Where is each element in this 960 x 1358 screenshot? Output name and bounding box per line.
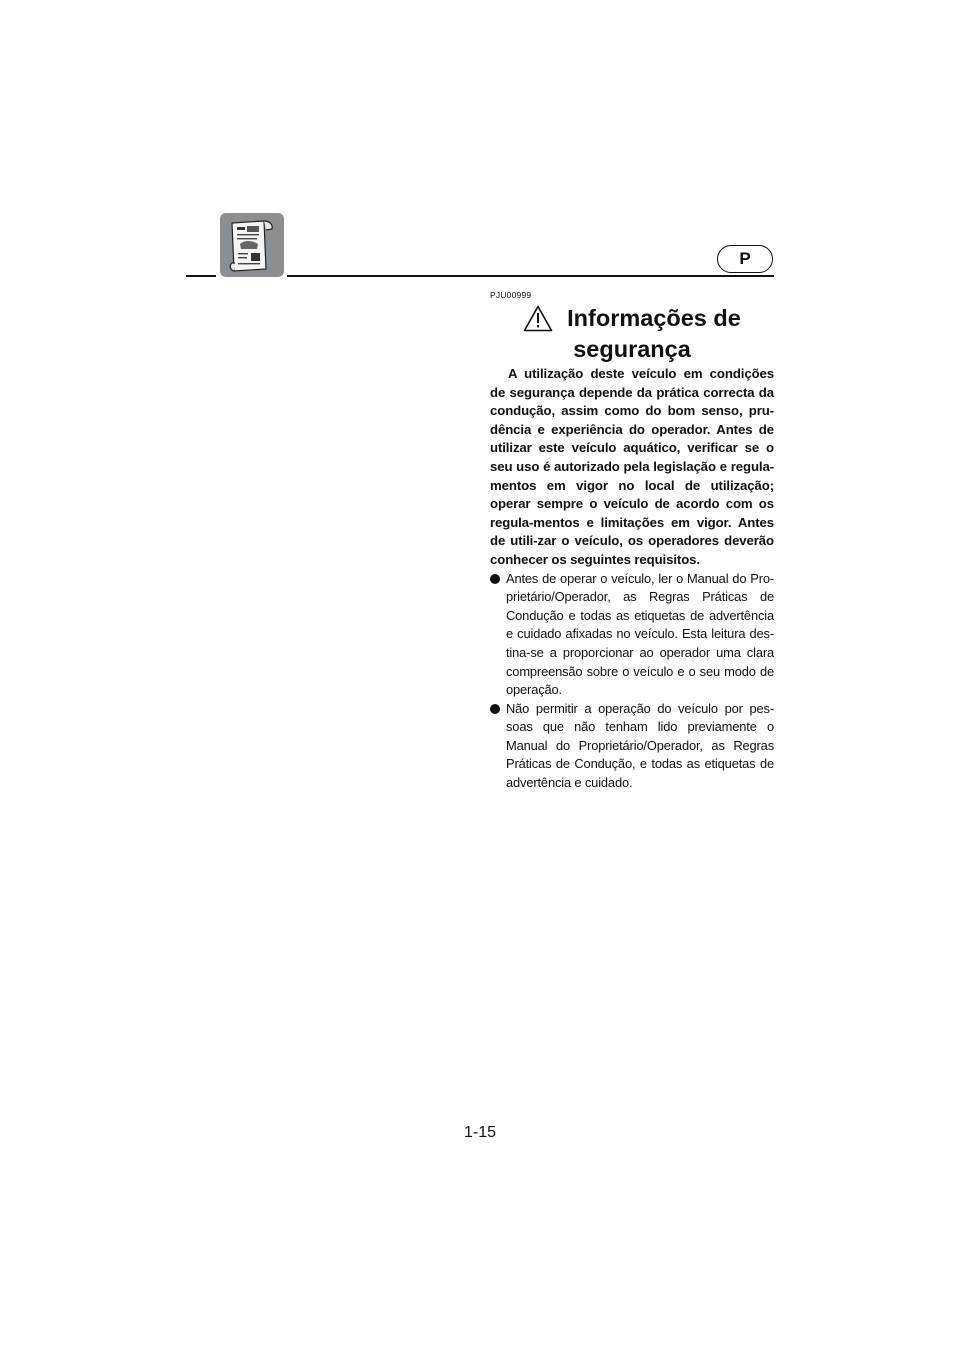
intro-paragraph: A utilização deste veículo em condições de segurança depende da prática correcta da condução, assim como do bom senso, pru-dência e experiência do operador. Antes de utilizar este veículo aquático, verificar se o seu uso é autorizado pela legislação e regula-mentos em vigor no local de utilização; operar sempre o veículo de acordo com os regula-mentos e limitações em vigor. Antes de utili-zar o veículo, os operadores deverão conhecer os seguintes requisitos. [490, 366, 774, 567]
title-line-1: Informações de [567, 304, 741, 331]
bullet-icon [490, 574, 500, 584]
language-badge: P [717, 245, 773, 273]
list-item [490, 570, 774, 700]
section-body [490, 365, 774, 793]
document-scroll-icon [220, 213, 284, 277]
list-item-text: Antes de operar o veículo, ler o Manual do Pro-prietário/Operador, as Regras Práticas de Condução e todas as etiquetas de advertência e cuidado afixadas no veículo. Esta leitura des-tina-se a proporcionar ao operador uma clara compreensão sobre o veículo e o seu modo de operação. [506, 570, 774, 698]
bullet-icon [490, 704, 500, 714]
header-rule-right [287, 275, 774, 277]
section-code: PJU00999 [490, 290, 532, 300]
title-line-2: segurança [573, 336, 691, 362]
page-number: 1-15 [463, 1124, 497, 1141]
list-item [490, 700, 774, 793]
requirements-list [490, 570, 774, 793]
list-item-text: Não permitir a operação do veículo por pes-soas que não tenham lido previamente o Manual do Proprietário/Operador, as Regras Práticas de Condução, e todas as etiquetas de advertência e cuidado. [506, 700, 774, 791]
header-rule-left [186, 275, 216, 277]
section-title [490, 301, 774, 363]
warning-triangle-icon [523, 305, 553, 332]
owner-manual-icon [220, 213, 284, 277]
